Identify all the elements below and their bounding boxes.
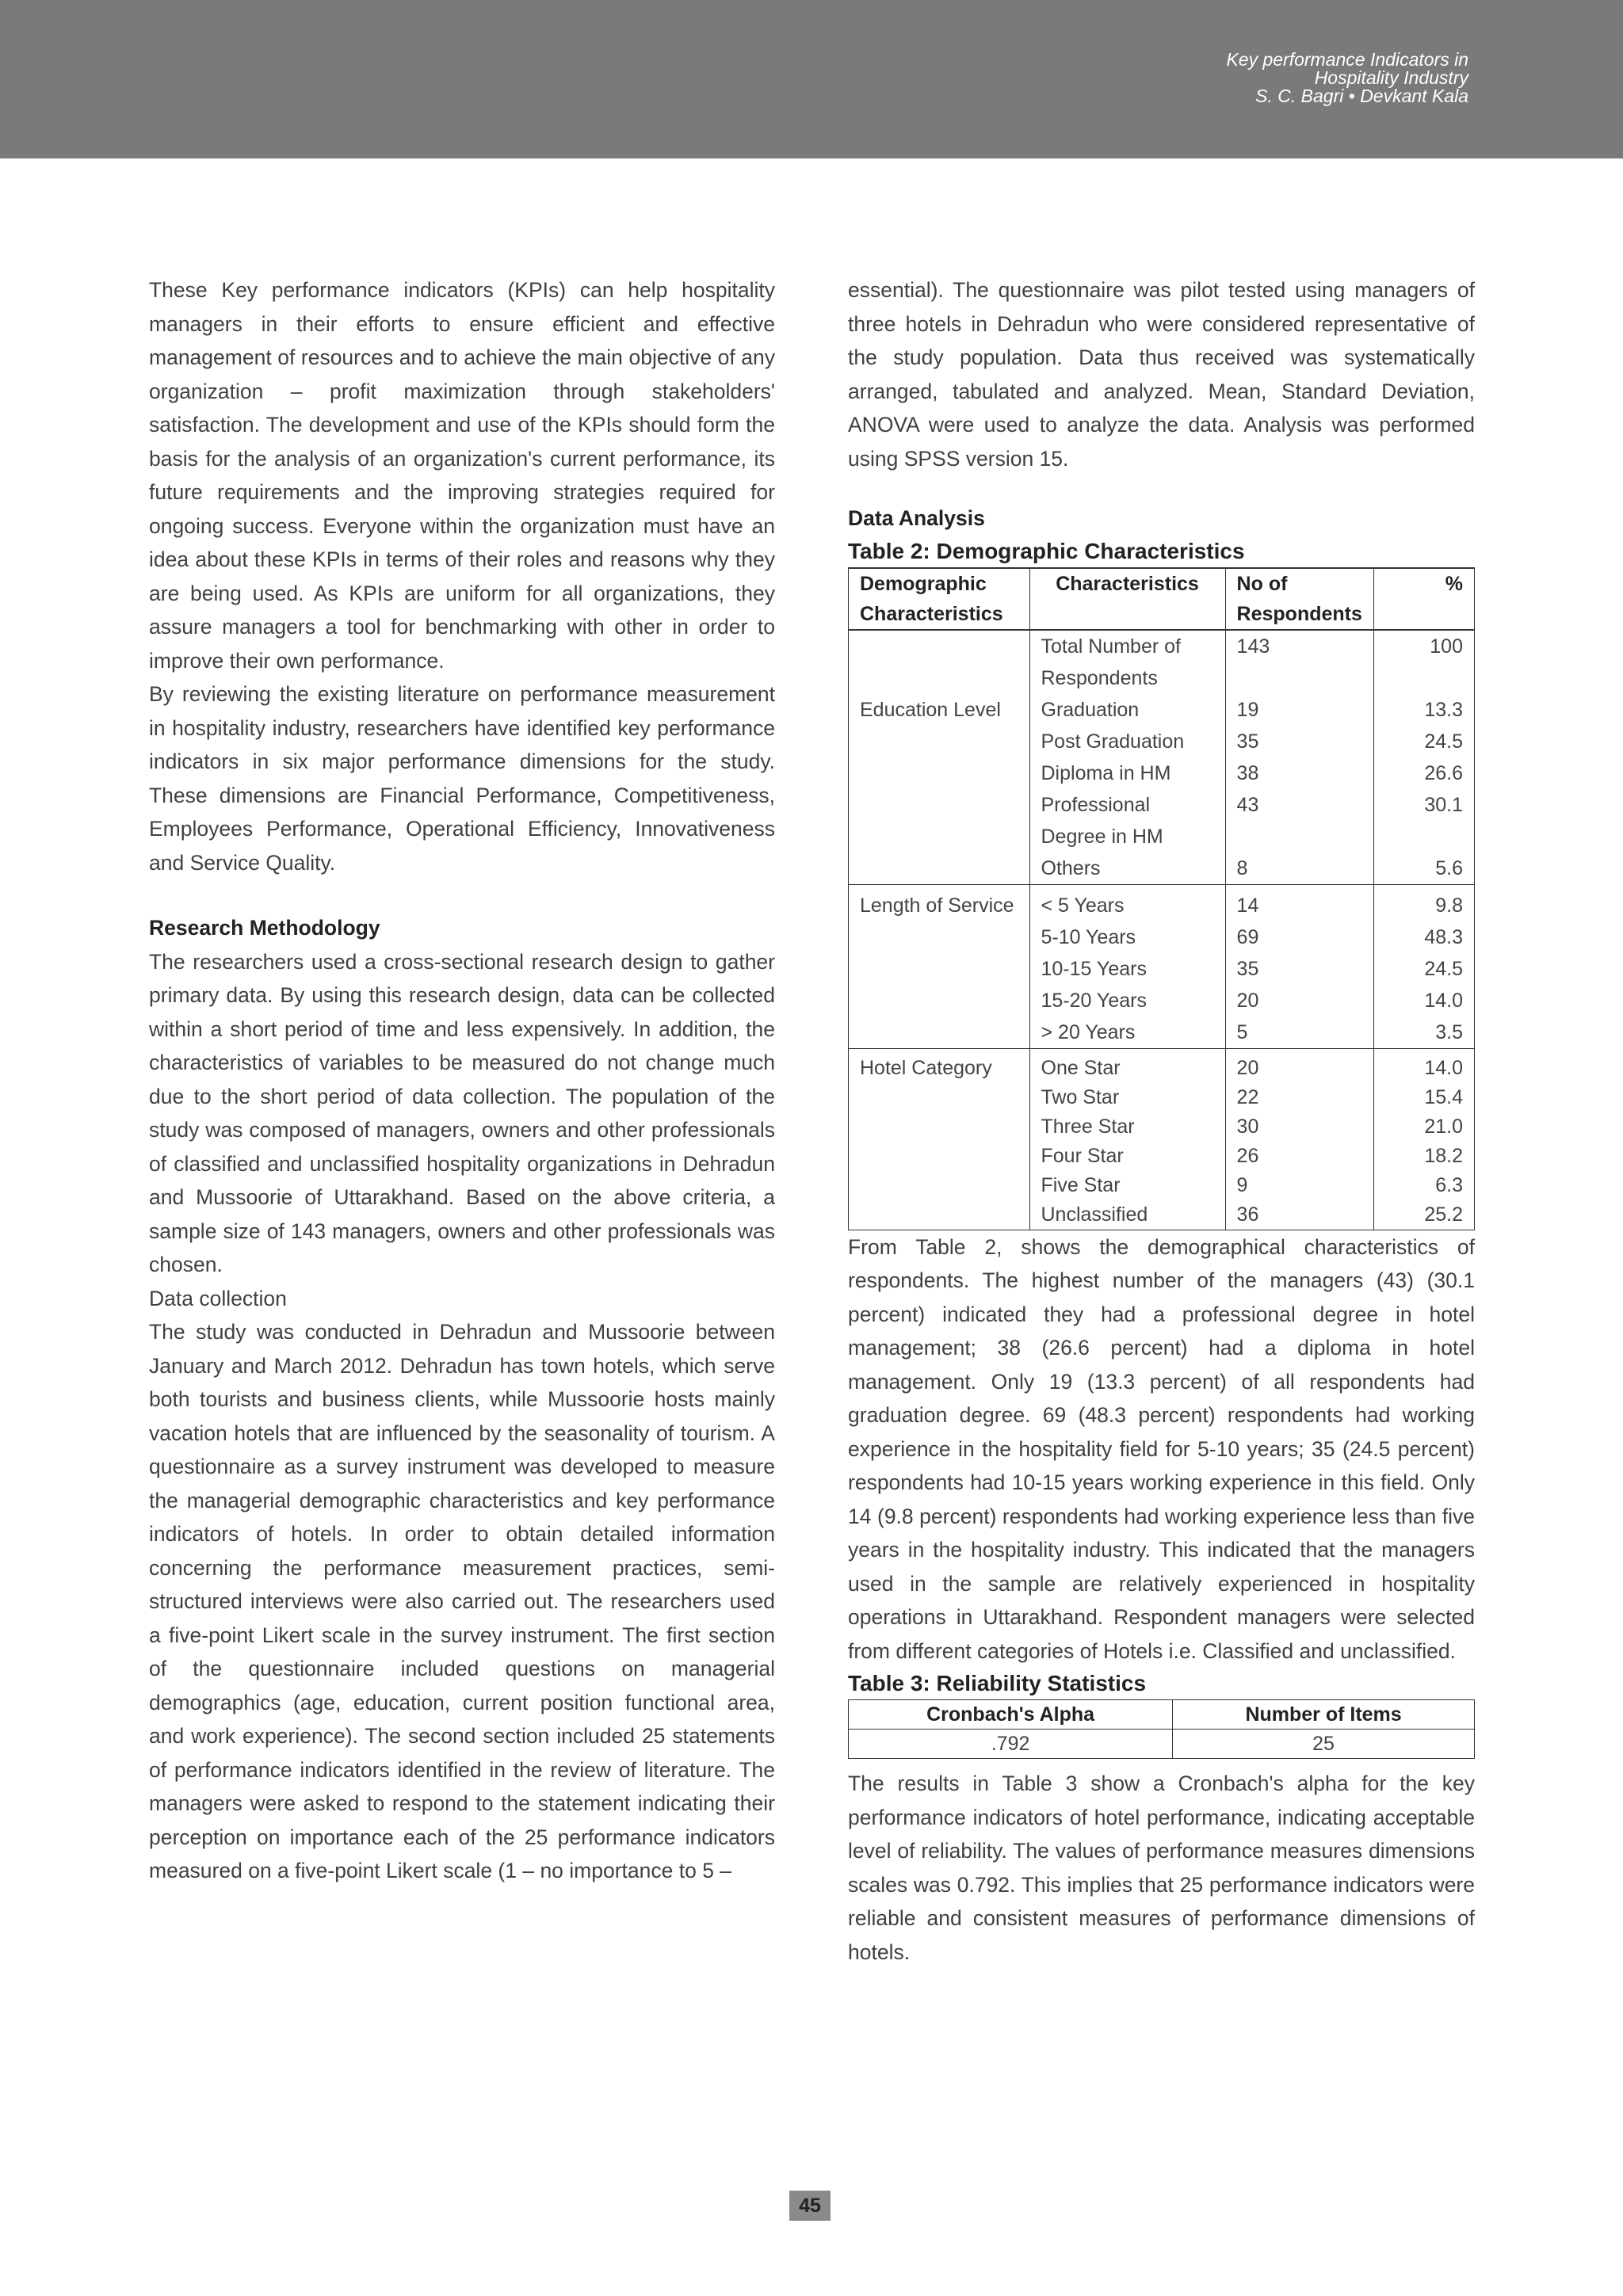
table-cell: Unclassified: [1029, 1200, 1225, 1230]
table-cell: 14.0: [1373, 1048, 1474, 1083]
table-cell: 48.3: [1373, 921, 1474, 953]
table-cell: Length of Service: [849, 884, 1030, 921]
table-cell: [849, 726, 1030, 757]
methodology-paragraph: The researchers used a cross-sectional research design to gather primary data. By using this research design, data can be collected within a short period of time and less expensively. In addition, the characteristics of variables to be measured do not change much due to the short period of data collection. The population of the study was composed of managers, owners and other professionals of classified and unclassified hospitality organizations in Dehradun and Mussoorie of Uttarakhand. Based on the above criteria, a sample size of 143 managers, owners and other professionals was chosen.: [149, 949, 775, 1276]
table-cell: 5-10 Years: [1029, 921, 1225, 953]
header-title-line1: Key performance Indicators in: [1226, 49, 1468, 70]
table-cell: 100: [1373, 630, 1474, 694]
col-header: Demographic Characteristics: [849, 568, 1030, 630]
page-number: 45: [789, 2191, 831, 2221]
table-cell: [849, 921, 1030, 953]
table-cell: [849, 852, 1030, 885]
table-cell: Others: [1029, 852, 1225, 885]
header-title-line2: Hospitality Industry: [1314, 67, 1468, 88]
table-cell: 26.6: [1373, 757, 1474, 789]
table-cell: 20: [1225, 985, 1373, 1016]
table-row: [849, 1730, 1475, 1759]
col-header: Characteristics: [1029, 568, 1225, 630]
table2-caption: Table 2: Demographic Characteristics: [848, 538, 1245, 563]
table-cell: 13.3: [1373, 694, 1474, 726]
table-cell: Hotel Category: [849, 1048, 1030, 1083]
table-cell: 9.8: [1373, 884, 1474, 921]
col-header: Number of Items: [1173, 1700, 1475, 1730]
table-cell: Total Number of Respondents: [1029, 630, 1225, 694]
table-cell: [849, 1083, 1030, 1112]
table2-discussion: From Table 2, shows the demographical characteristics of respondents. The highest number of the managers (43) (30.1 percent) indicated they had a professional degree in hotel management; 38 (26.6 percent) had a diploma in hotel management. Only 19 (13.3 percent) of all respondents had graduation degree. 69 (48.3 percent) respondents had working experience in the hospitality field for 5-10 years; 35 (24.5 percent) respondents had 10-15 years working experience in this field. Only 14 (9.8 percent) respondents had working experience less than five years in the hospitality industry. This indicated that the managers used in the sample are relatively experienced in hospitality operations in Uttarakhand. Respondent managers were selected from different categories of Hotels i.e. Classified and unclassified.: [848, 1234, 1475, 1663]
demographic-table: [848, 567, 1475, 1230]
table-cell: Graduation: [1029, 694, 1225, 726]
table-row: [849, 1200, 1475, 1230]
header-text: [1226, 51, 1468, 105]
table-cell: [849, 985, 1030, 1016]
table-row: [849, 985, 1475, 1016]
number-of-items-value: 25: [1173, 1730, 1475, 1759]
table-row: [849, 630, 1475, 694]
table-row: [849, 921, 1475, 953]
table-cell: 6.3: [1373, 1171, 1474, 1200]
table-cell: Education Level: [849, 694, 1030, 726]
table-cell: 69: [1225, 921, 1373, 953]
table-cell: 30.1: [1373, 789, 1474, 852]
table-cell: 15-20 Years: [1029, 985, 1225, 1016]
table-row: [849, 884, 1475, 921]
table-cell: Post Graduation: [1029, 726, 1225, 757]
data-analysis-heading: Data Analysis: [848, 506, 985, 530]
table-cell: 18.2: [1373, 1142, 1474, 1171]
table-row: [849, 757, 1475, 789]
table-cell: 24.5: [1373, 726, 1474, 757]
table-row: [849, 1142, 1475, 1171]
table-cell: 25.2: [1373, 1200, 1474, 1230]
table-cell: 3.5: [1373, 1016, 1474, 1049]
table-row: [849, 852, 1475, 885]
table-cell: [849, 1016, 1030, 1049]
table-cell: 10-15 Years: [1029, 953, 1225, 985]
data-collection-label: Data collection: [149, 1286, 287, 1310]
table-header-row: [849, 1700, 1475, 1730]
cronbach-alpha-value: .792: [849, 1730, 1173, 1759]
table-cell: 36: [1225, 1200, 1373, 1230]
table-row: [849, 1083, 1475, 1112]
table-cell: 8: [1225, 852, 1373, 885]
header-authors: S. C. Bagri • Devkant Kala: [1255, 86, 1468, 106]
table-cell: 35: [1225, 953, 1373, 985]
table-cell: 14: [1225, 884, 1373, 921]
table-cell: 30: [1225, 1112, 1373, 1142]
table-cell: 5: [1225, 1016, 1373, 1049]
table-cell: 22: [1225, 1083, 1373, 1112]
table-cell: 143: [1225, 630, 1373, 694]
table-cell: [849, 757, 1030, 789]
table-cell: 5.6: [1373, 852, 1474, 885]
table-row: [849, 694, 1475, 726]
col-header: No of Respondents: [1225, 568, 1373, 630]
table3-caption: Table 3: Reliability Statistics: [848, 1671, 1147, 1695]
table-cell: [849, 1142, 1030, 1171]
col-header: Cronbach's Alpha: [849, 1700, 1173, 1730]
table-cell: 35: [1225, 726, 1373, 757]
table-row: [849, 953, 1475, 985]
table-row: [849, 726, 1475, 757]
table-row: [849, 789, 1475, 852]
table-cell: Four Star: [1029, 1142, 1225, 1171]
table-cell: Professional Degree in HM: [1029, 789, 1225, 852]
table-row: [849, 1171, 1475, 1200]
table-cell: 26: [1225, 1142, 1373, 1171]
table-cell: [849, 1200, 1030, 1230]
table-cell: 20: [1225, 1048, 1373, 1083]
table-row: [849, 1112, 1475, 1142]
table-row: [849, 1048, 1475, 1083]
table-cell: [849, 1171, 1030, 1200]
running-header: [0, 0, 1623, 158]
table-cell: 43: [1225, 789, 1373, 852]
left-column: [149, 273, 775, 1888]
reliability-table: [848, 1699, 1475, 1759]
table-cell: < 5 Years: [1029, 884, 1225, 921]
table-header-row: [849, 568, 1475, 630]
table-cell: [849, 789, 1030, 852]
intro-paragraph-1: These Key performance indicators (KPIs) can help hospitality managers in their efforts to ensure efficient and effective management of resources and to achieve the main objective of any organization – profit maximization through stakeholders' satisfaction. The development and use of the KPIs should form the basis for the analysis of an organization's current performance, its future requirements and the improving strategies required for ongoing success. Everyone within the organization must have an idea about these KPIs in terms of their roles and reasons why they are being used. As KPIs are uniform for all organizations, they assure managers a tool for benchmarking with other in order to improve their own performance.: [149, 278, 775, 673]
table-cell: 21.0: [1373, 1112, 1474, 1142]
table-cell: [849, 630, 1030, 694]
col-header: %: [1373, 568, 1474, 630]
data-collection-paragraph: The study was conducted in Dehradun and Mussoorie between January and March 2012. Dehradun has town hotels, which serve both tourists and business clients, while Mussoorie hosts mainly vacation hotels that are influenced by the seasonality of tourism. A questionnaire as a survey instrument was developed to measure the managerial demographic characteristics and key performance indicators of hotels. In order to obtain detailed information concerning the performance measurement practices, semi-structured interviews were also carried out. The researchers used a five-point Likert scale in the survey instrument. The first section of the questionnaire included questions on managerial demographics (age, education, current position functional area, and work experience). The second section included 25 statements of performance indicators identified in the review of literature. The managers were asked to respond to the statement indicating their perception on importance each of the 25 performance indicators measured on a five-point Likert scale (1 – no importance to 5 –: [149, 1320, 775, 1882]
continued-paragraph: essential). The questionnaire was pilot tested using managers of three hotels in Dehradun who were considered representative of the study population. Data thus received was systematically arranged, tabulated and analyzed. Mean, Standard Deviation, ANOVA were used to analyze the data. Analysis was performed using SPSS version 15.: [848, 278, 1475, 471]
table-cell: 24.5: [1373, 953, 1474, 985]
methodology-heading: Research Methodology: [149, 916, 380, 940]
table-cell: 38: [1225, 757, 1373, 789]
table-cell: > 20 Years: [1029, 1016, 1225, 1049]
table-cell: [849, 1112, 1030, 1142]
table3-discussion: The results in Table 3 show a Cronbach's alpha for the key performance indicators of hotel performance, indicating acceptable level of reliability. The values of performance measures dimensions scales was 0.792. This implies that 25 performance indicators were reliable and consistent measures of performance dimensions of hotels.: [848, 1772, 1475, 1964]
table-cell: 19: [1225, 694, 1373, 726]
table-cell: Diploma in HM: [1029, 757, 1225, 789]
table-cell: 14.0: [1373, 985, 1474, 1016]
table-cell: 15.4: [1373, 1083, 1474, 1112]
table-cell: [849, 953, 1030, 985]
table-cell: Three Star: [1029, 1112, 1225, 1142]
right-column: [848, 273, 1475, 1969]
intro-paragraph-2: By reviewing the existing literature on performance measurement in hospitality industry, researchers have identified key performance indicators in six major performance dimensions for the study. These dimensions are Financial Performance, Competitiveness, Employees Performance, Operational Efficiency, Innovativeness and Service Quality.: [149, 682, 775, 875]
table-cell: Five Star: [1029, 1171, 1225, 1200]
table-cell: One Star: [1029, 1048, 1225, 1083]
table-row: [849, 1016, 1475, 1049]
table-cell: Two Star: [1029, 1083, 1225, 1112]
table-cell: 9: [1225, 1171, 1373, 1200]
